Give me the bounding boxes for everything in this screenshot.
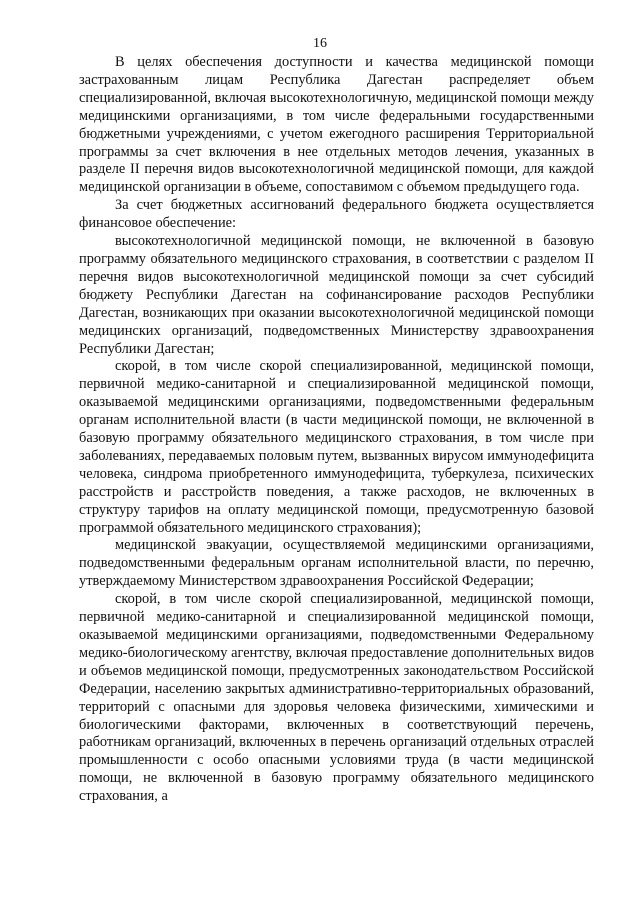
document-body bbox=[79, 54, 594, 806]
paragraph-high-tech-care: высокотехнологичной медицинской помощи, не включенной в базовую программу обязательного медицинского страхования, в соответствии с разделом II перечня видов высокотехнологичной медицинской помощи за счет субсидий бюджету Республики Дагестан на софинансирование расходов Республики Дагестан, возникающих при оказании высокотехнологичной медицинской помощи медицинских организаций, подведомственных Министерству здравоохранения Республики Дагестан; bbox=[79, 233, 594, 357]
paragraph-fmba-care: скорой, в том числе скорой специализированной, медицинской помощи, первичной медико-санитарной и специализированной медицинской помощи, оказываемой медицинскими организациями, подведомственными Федеральному медико-биологическому агентству, включая предоставление дополнительных видов и объемов медицинской помощи, предусмотренных законодательством Российской Федерации, населению закрытых административно-территориальных образований, территорий с опасными для здоровья человека физическими, химическими и биологическими факторами, включенных в соответствующий перечень, работникам организаций, включенных в перечень организаций отдельных отраслей промышленности с особо опасными условиями труда (в части медицинской помощи, не включенной в базовую программу обязательного медицинского страхования, а bbox=[79, 591, 594, 805]
paragraph-federal-budget-intro: За счет бюджетных ассигнований федерального бюджета осуществляется финансовое обеспечение: bbox=[79, 197, 594, 232]
paragraph-emergency-primary-care: скорой, в том числе скорой специализированной, медицинской помощи, первичной медико-санитарной и специализированной медицинской помощи, оказываемой медицинскими организациями, подведомственными федеральным органам исполнительной власти (в части медицинской помощи, не включенной в базовую программу обязательного медицинского страхования, в том числе при заболеваниях, передаваемых половым путем, вызванных вирусом иммунодефицита человека, синдрома приобретенного иммунодефицита, туберкулеза, психических расстройств и расстройств поведения, а также расходов, не включенных в структуру тарифов на оплату медицинской помощи, предусмотренную базовой программой обязательного медицинского страхования); bbox=[79, 358, 594, 536]
paragraph-allocation-of-care: В целях обеспечения доступности и качества медицинской помощи застрахованным лицам Республика Дагестан распределяет объем специализированной, включая высокотехнологичную, медицинской помощи между медицинскими организациями, в том числе федеральными государственными бюджетными учреждениями, с учетом ежегодного расширения Территориальной программы за счет включения в нее отдельных методов лечения, указанных в разделе II перечня видов высокотехнологичной медицинской помощи, для каждой медицинской организации в объеме, сопоставимом с объемом предыдущего года. bbox=[79, 54, 594, 196]
paragraph-medical-evacuation: медицинской эвакуации, осуществляемой медицинскими организациями, подведомственными федеральным органам исполнительной власти, по перечню, утверждаемому Министерством здравоохранения Российской Федерации; bbox=[79, 537, 594, 590]
page-number: 16 bbox=[313, 36, 327, 51]
